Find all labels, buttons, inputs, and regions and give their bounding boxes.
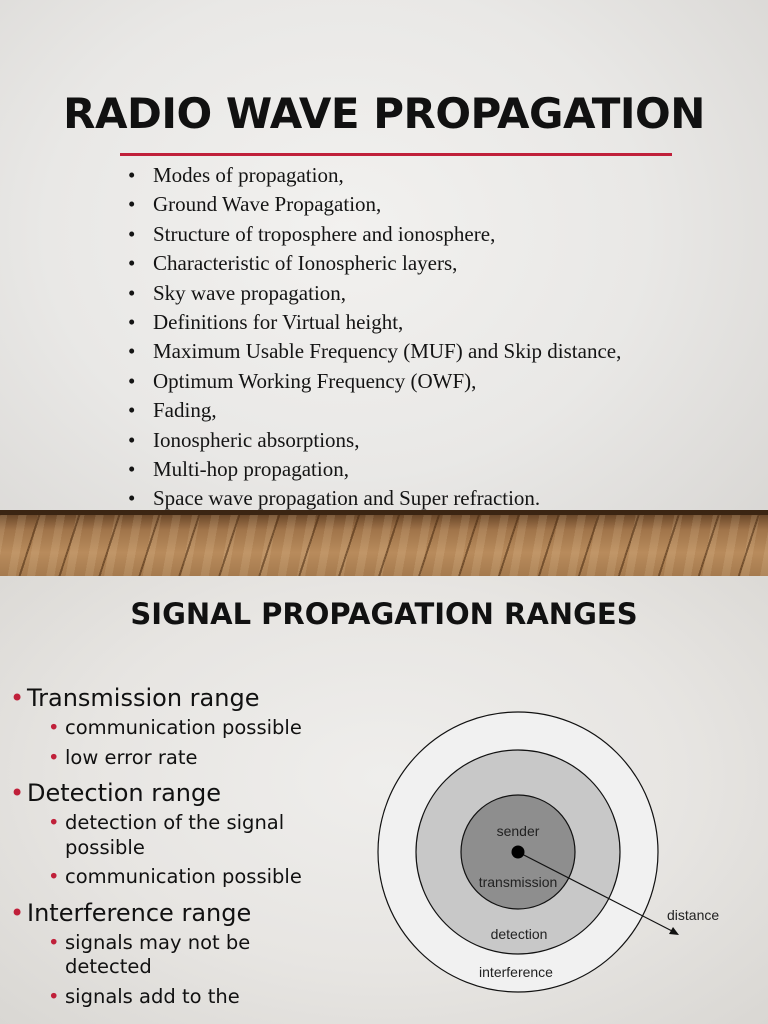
interference-label: interference bbox=[479, 964, 553, 980]
range-list bbox=[10, 680, 325, 1014]
list-item: • Interference range • signals may not be detected • signals add to the bbox=[10, 895, 325, 1010]
list-item: • Fading, bbox=[128, 398, 217, 423]
sub-list-item: • detection of the signal possible bbox=[48, 811, 285, 859]
sender-dot bbox=[512, 846, 525, 859]
list-item: • Optimum Working Frequency (OWF), bbox=[128, 368, 477, 393]
list-item: • Structure of troposphere and ionosphere, bbox=[128, 221, 496, 246]
sub-list-item: • signals may not be detected bbox=[48, 930, 251, 978]
propagation-range-diagram bbox=[370, 706, 720, 1006]
list-item: • Multi-hop propagation, bbox=[128, 457, 349, 482]
wood-floor-decoration bbox=[0, 510, 768, 576]
sender-label: sender bbox=[496, 823, 540, 839]
title-underline bbox=[120, 153, 672, 156]
list-item: • Transmission range • communication possible • low error rate bbox=[10, 680, 325, 770]
sub-list-item: • low error rate bbox=[48, 745, 198, 769]
slide-title: SIGNAL PROPAGATION RANGES bbox=[130, 597, 638, 631]
slide-signal-propagation-ranges bbox=[0, 576, 768, 1024]
transmission-label: transmission bbox=[478, 874, 558, 890]
sub-list-item: • signals add to the bbox=[48, 984, 240, 1008]
distance-label: distance bbox=[667, 907, 720, 923]
sub-list-item: • communication possible bbox=[48, 865, 302, 888]
list-item: • Definitions for Virtual height, bbox=[128, 310, 404, 335]
topic-list bbox=[128, 161, 621, 514]
list-item: • Sky wave propagation, bbox=[128, 280, 347, 305]
detection-label: detection bbox=[490, 926, 548, 942]
list-item: • Ionospheric absorptions, bbox=[128, 427, 360, 452]
slide-title: RADIO WAVE PROPAGATION bbox=[63, 89, 705, 138]
sub-list-item: • communication possible bbox=[48, 716, 302, 739]
list-item: • Detection range • detection of the signal possible • communication possible bbox=[10, 775, 325, 890]
list-item: • Maximum Usable Frequency (MUF) and Skip distance, bbox=[128, 339, 622, 364]
list-item: • Ground Wave Propagation, bbox=[128, 192, 382, 217]
list-item: • Modes of propagation, bbox=[128, 163, 344, 187]
list-item: • Space wave propagation and Super refraction. bbox=[128, 486, 541, 511]
list-item: • Characteristic of Ionospheric layers, bbox=[128, 251, 458, 276]
arrow-head bbox=[669, 927, 679, 935]
